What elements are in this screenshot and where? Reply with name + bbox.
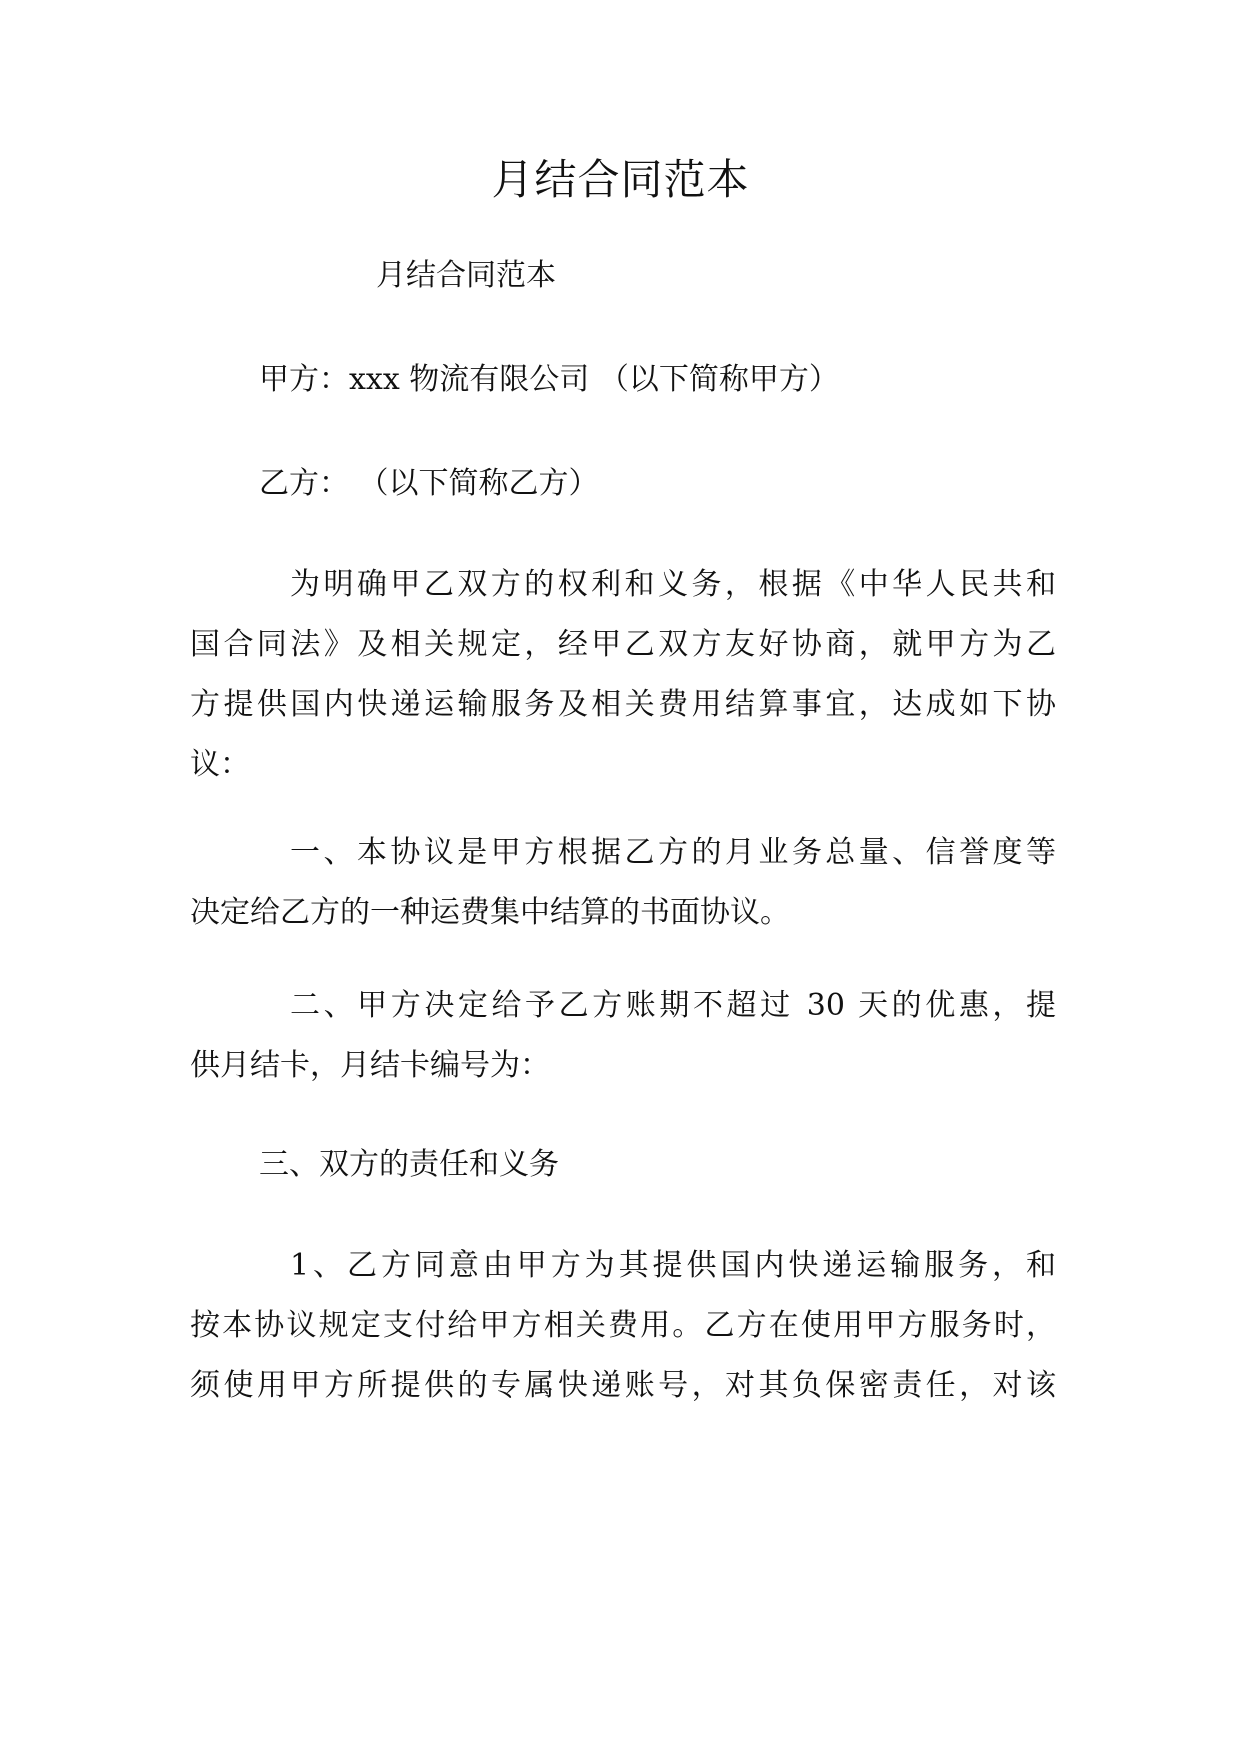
paragraph-line: 供月结卡，月结卡编号为： [190,1048,550,1083]
paragraph-line: 为明确甲乙双方的权利和义务，根据《中华人民共和 [290,567,1056,602]
document-title: 月结合同范本 [491,155,750,204]
paragraph-line: 方提供国内快递运输服务及相关费用结算事宜，达成如下协 [190,687,1056,722]
paragraph-line: 二、甲方决定给予乙方账期不超过 30 天的优惠，提 [290,988,1056,1023]
paragraph-line: 1、乙方同意由甲方为其提供国内快递运输服务，和 [290,1248,1056,1283]
intro-paragraph [190,555,1056,795]
paragraph-line: 一、本协议是甲方根据乙方的月业务总量、信誉度等 [290,835,1056,870]
party-a-line: 甲方：xxx 物流有限公司 （以下简称甲方） [259,362,839,397]
paragraph-line: 议： [190,747,250,782]
party-b-line: 乙方： （以下简称乙方） [259,466,599,501]
paragraph-line: 决定给乙方的一种运费集中结算的书面协议。 [190,895,790,930]
paragraph-line: 须使用甲方所提供的专属快递账号，对其负保密责任，对该 [190,1368,1056,1403]
document-subtitle: 月结合同范本 [376,258,556,293]
paragraph-line: 按本协议规定支付给甲方相关费用。乙方在使用甲方服务时， [190,1308,1056,1343]
clause-3-heading: 三、双方的责任和义务 [259,1147,559,1182]
clause-2-paragraph [190,976,1056,1096]
clause-1-paragraph [190,823,1056,943]
clause-3-1-paragraph [190,1236,1056,1416]
paragraph-line: 国合同法》及相关规定，经甲乙双方友好协商，就甲方为乙 [190,627,1056,662]
